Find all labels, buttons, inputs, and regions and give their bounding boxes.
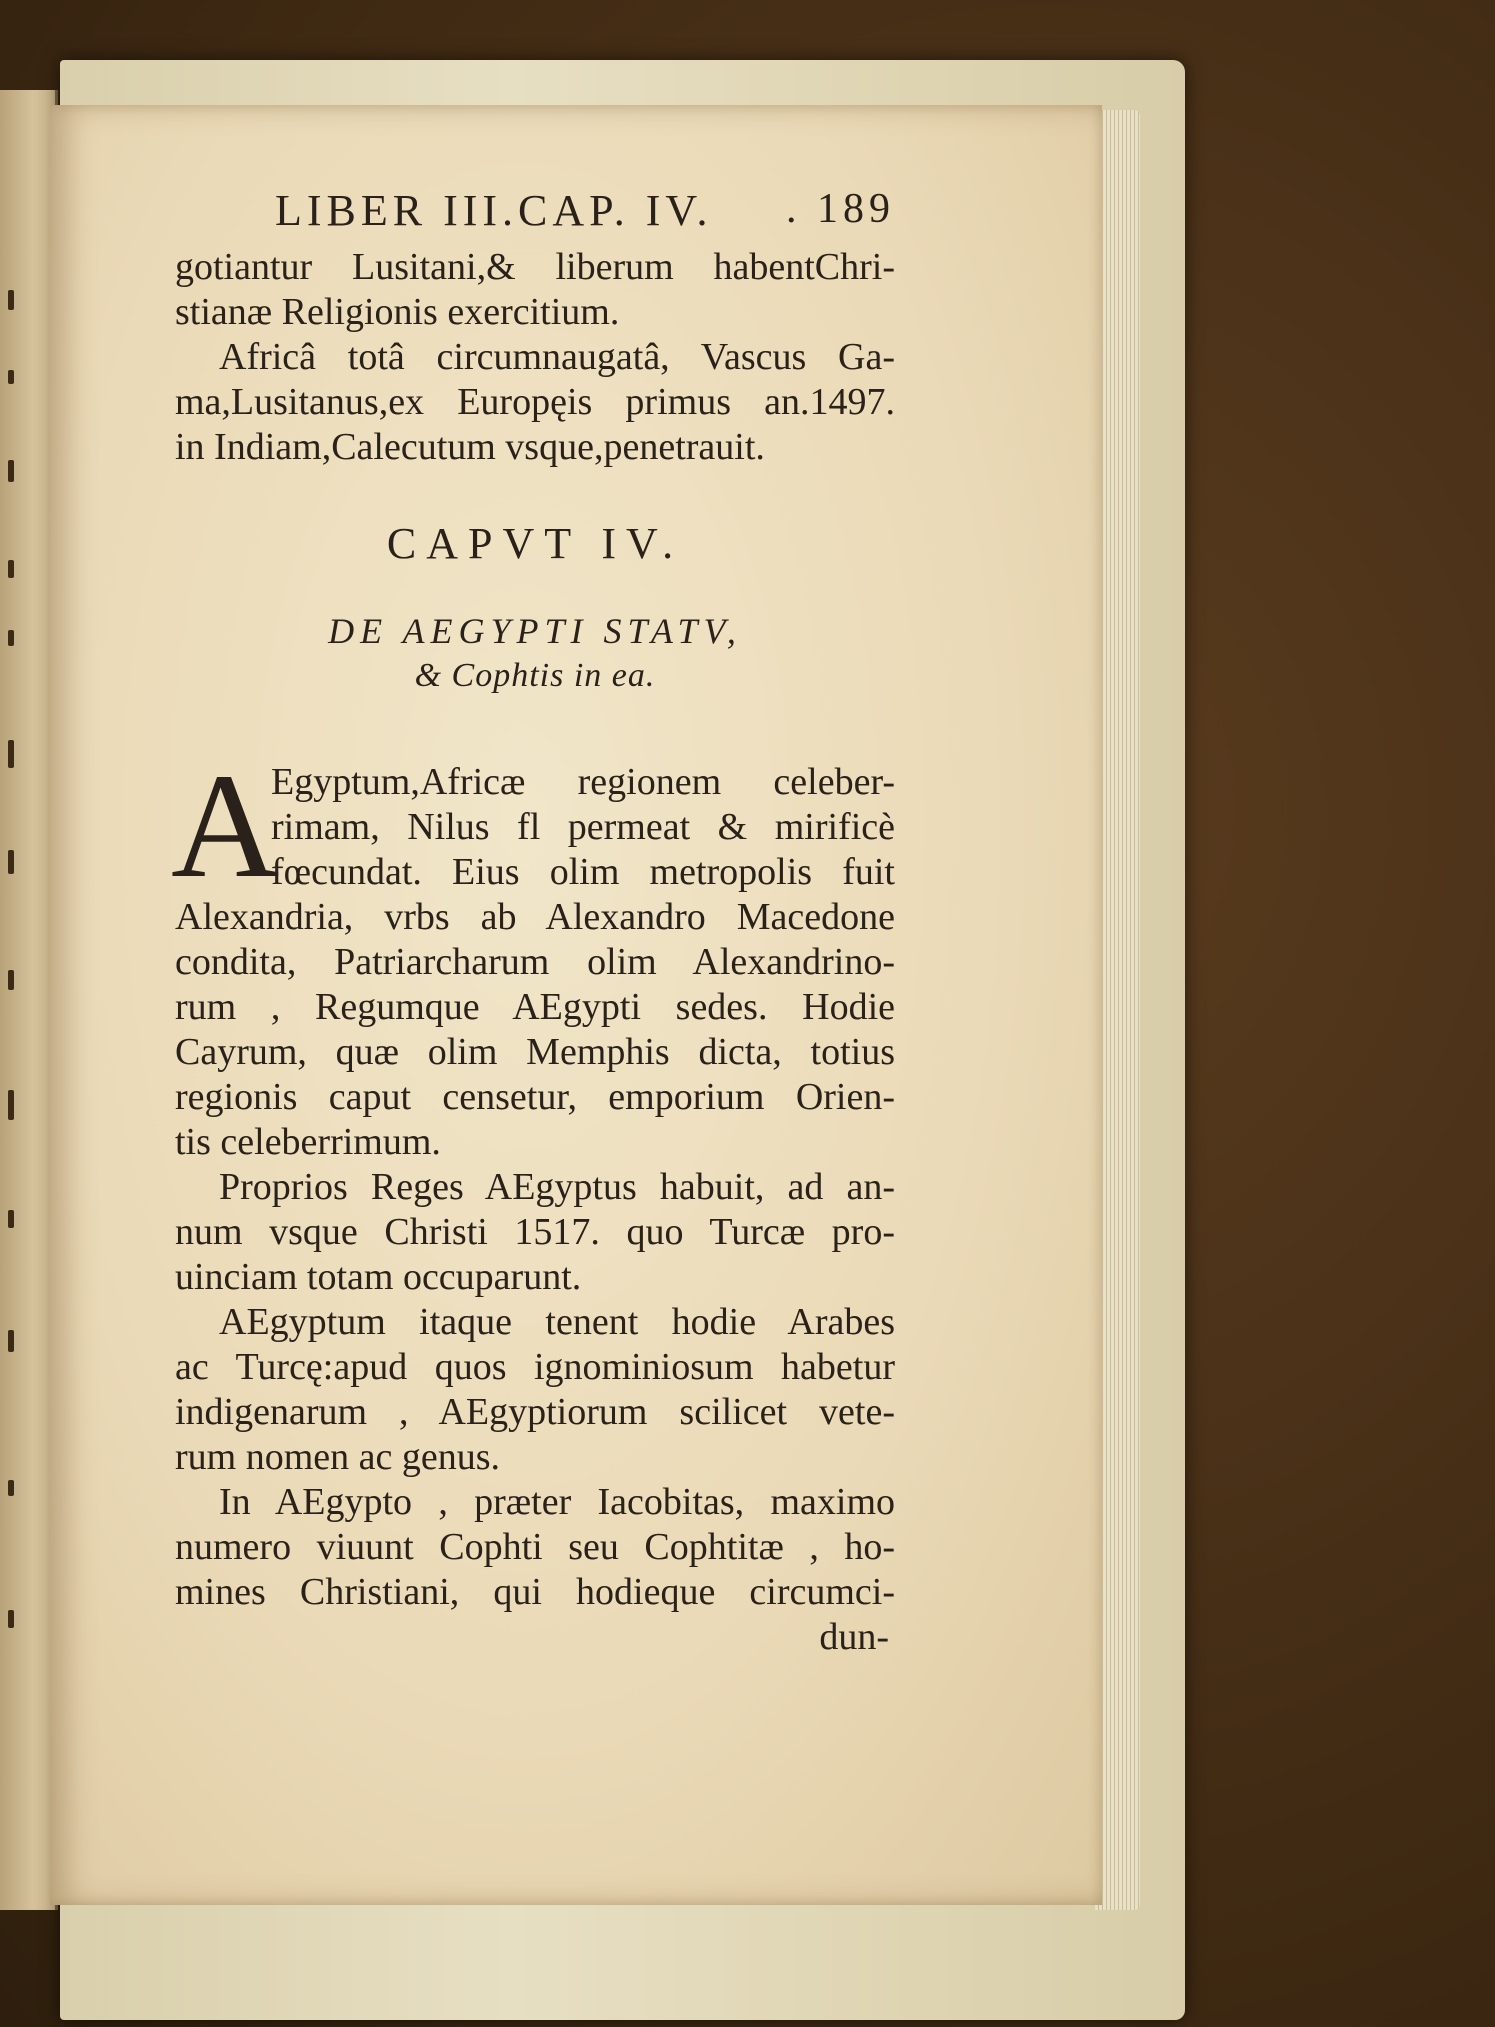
text-line: num vsque Christi 1517. quo Turcæ pro- xyxy=(175,1211,895,1253)
chapter-subtitle: & Cophtis in ea. xyxy=(414,657,656,694)
page-number: . 189 xyxy=(786,186,895,232)
paragraph-2 xyxy=(175,1165,895,1300)
chapter-title: DE AEGYPTI STATV, xyxy=(328,611,742,651)
text-line: tis celeberrimum. xyxy=(175,1121,441,1163)
chapter-heading: CAPVT IV. xyxy=(386,519,684,568)
text-line: numero viuunt Cophti seu Cophtitæ , ho- xyxy=(175,1526,895,1568)
paragraph-4 xyxy=(175,1480,895,1615)
text-line: stianæ Religionis exercitium. xyxy=(175,291,620,333)
text-line: AEgyptum itaque tenent hodie Arabes xyxy=(219,1301,895,1343)
text-line: ma,Lusitanus,ex Europęis primus an.1497. xyxy=(175,381,895,423)
text-line: regionis caput censetur, emporium Orien- xyxy=(175,1076,895,1118)
text-line: ac Turcę:apud quos ignominiosum habetur xyxy=(175,1346,895,1388)
text-line: uinciam totam occuparunt. xyxy=(175,1256,582,1298)
text-line: rum , Regumque AEgypti sedes. Hodie xyxy=(175,986,895,1028)
text-line: rimam, Nilus fl permeat & mirificè xyxy=(271,806,895,848)
text-line: indigenarum , AEgyptiorum scilicet vete- xyxy=(175,1391,895,1433)
running-head xyxy=(175,185,895,245)
text-line: condita, Patriarcharum olim Alexandrino- xyxy=(175,941,895,983)
paragraph-3 xyxy=(175,1300,895,1480)
text-line: fœcundat. Eius olim metropolis fuit xyxy=(271,851,895,893)
catchword: dun- xyxy=(819,1616,889,1658)
continuation-text xyxy=(175,245,895,470)
facing-page-ink-marks xyxy=(8,90,48,1910)
text-line: Cayrum, quæ olim Memphis dicta, totius xyxy=(175,1031,895,1073)
running-head-title: LIBER III.CAP. IV. xyxy=(275,186,713,235)
text-line: In AEgypto , præter Iacobitas, maximo xyxy=(219,1481,895,1523)
text-line: in Indiam,Calecutum vsque,penetrauit. xyxy=(175,426,765,468)
text-line: Alexandria, vrbs ab Alexandro Macedone xyxy=(175,896,895,938)
text-line: Proprios Reges AEgyptus habuit, ad an- xyxy=(219,1166,895,1208)
text-line: Africâ totâ circumnaugatâ, Vascus Ga- xyxy=(219,336,895,378)
text-line: gotiantur Lusitani,& liberum habentChri- xyxy=(175,246,895,288)
drop-cap: A xyxy=(171,743,280,909)
book-page xyxy=(50,105,1102,1905)
text-line: rum nomen ac genus. xyxy=(175,1436,501,1478)
text-line: mines Christiani, qui hodieque circumci- xyxy=(175,1571,895,1613)
text-block xyxy=(171,185,895,1660)
paragraph-1 xyxy=(171,743,895,1165)
text-line: Egyptum,Africæ regionem celeber- xyxy=(271,761,895,803)
